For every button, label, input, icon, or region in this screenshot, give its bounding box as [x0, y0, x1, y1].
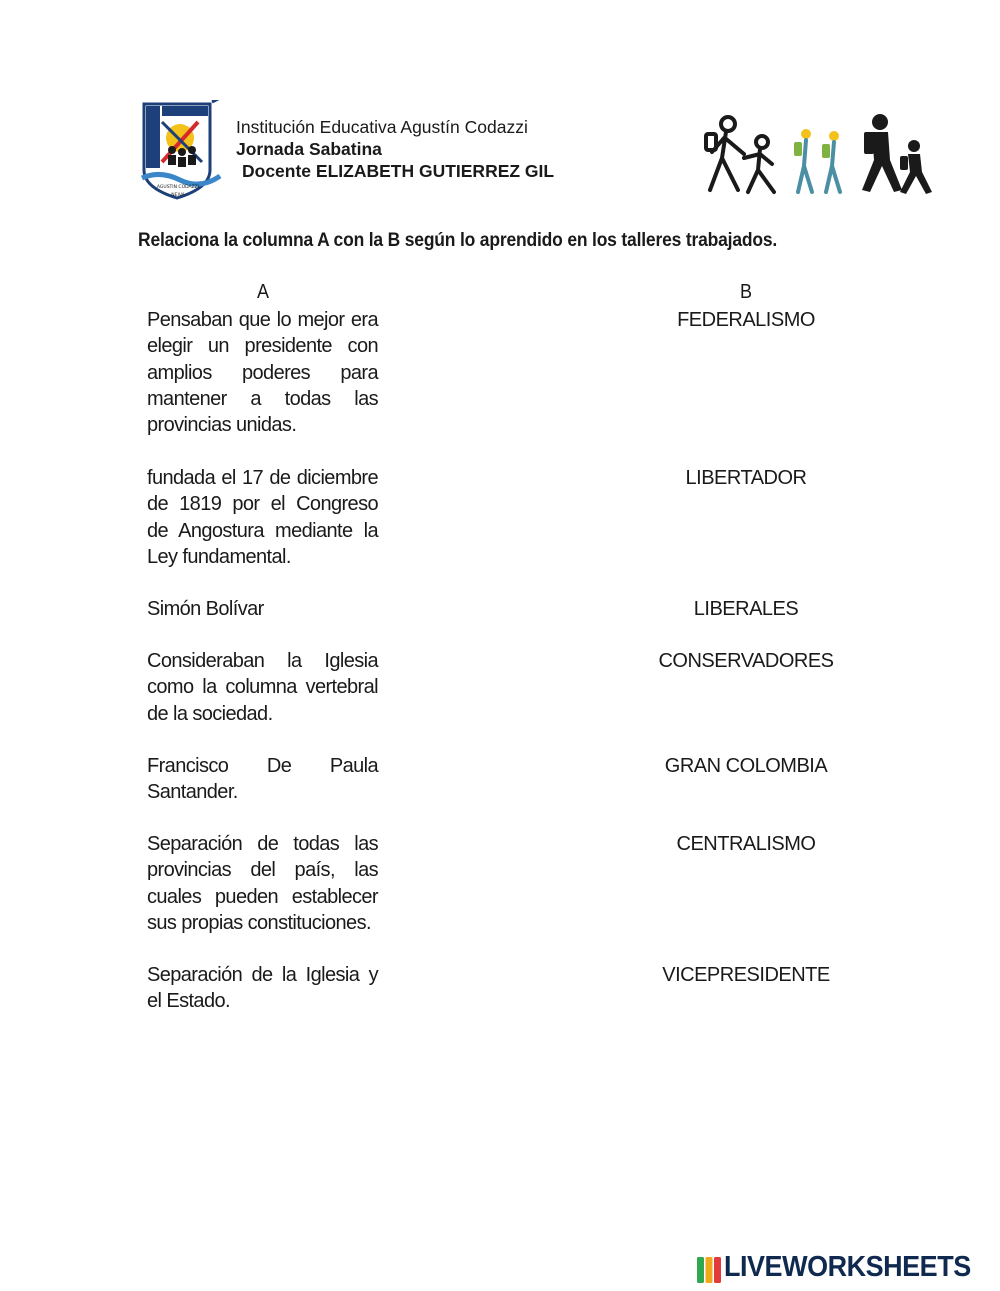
- column-b-item: LIBERTADOR: [685, 467, 807, 489]
- teacher-label: Docente ELIZABETH GUTIERREZ GIL: [242, 161, 555, 181]
- institution-header: [236, 116, 554, 182]
- column-a-item: Simón Bolívar: [147, 598, 264, 620]
- column-a-item: Consideraban la Iglesia como la columna vertebral de la sociedad.: [147, 650, 378, 725]
- column-a-item: Pensaban que lo mejor era elegir un presidente con amplios poderes para mantener a todas las provincias unidas.: [147, 309, 378, 437]
- column-a-item: Separación de todas las provincias del país, las cuales pueden establecer sus propias constituciones.: [147, 833, 378, 934]
- column-a-item: fundada el 17 de diciembre de 1819 por el Congreso de Angostura mediante la Ley fundamental.: [147, 467, 378, 568]
- crest-city-text: NEIVA: [171, 193, 185, 198]
- institution-name: Institución Educativa Agustín Codazzi: [236, 117, 528, 137]
- column-b-item: CENTRALISMO: [676, 833, 816, 855]
- column-b-item: FEDERALISMO: [677, 309, 815, 331]
- column-b-item: GRAN COLOMBIA: [664, 755, 828, 777]
- walking-children-illustration: [700, 112, 936, 196]
- column-a-heading: A: [256, 281, 270, 303]
- crest-name-text: AGUSTIN CODAZZI: [156, 185, 200, 190]
- liveworksheets-brand[interactable]: LIVEWORKSHEETS: [724, 1251, 971, 1283]
- school-crest-logo: [140, 100, 226, 204]
- column-a-item: Francisco De Paula Santander.: [147, 755, 378, 804]
- column-b-heading: B: [739, 281, 753, 303]
- column-b-item: VICEPRESIDENTE: [662, 964, 830, 986]
- column-b-item: LIBERALES: [693, 598, 799, 620]
- column-b-item: CONSERVADORES: [658, 650, 834, 672]
- column-a-item: Separación de la Iglesia y el Estado.: [147, 964, 378, 1013]
- shift-label: Jornada Sabatina: [236, 139, 382, 159]
- instruction-text: Relaciona la columna A con la B según lo aprendido en los talleres trabajados.: [138, 230, 778, 251]
- liveworksheets-logo-icon: [697, 1257, 721, 1283]
